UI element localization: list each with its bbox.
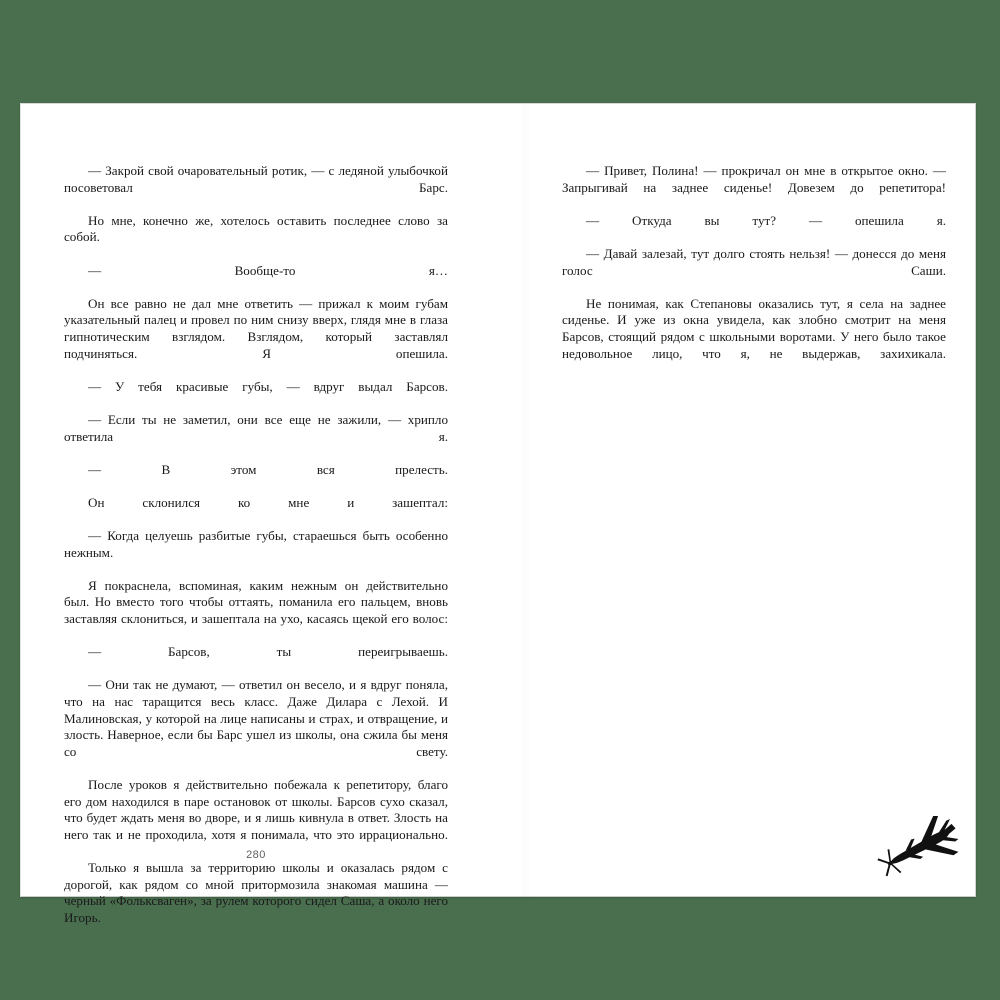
paragraph: Он все равно не дал мне ответить — прижал к моим губам указательный палец и провел по ним снизу вверх, глядя мне в глаза гипнотическим взглядом. Взглядом, который заставлял подчиняться. Я опешила. [64,295,448,361]
paragraph: Не понимая, как Степановы оказались тут, я села на заднее сиденье. И уже из окна увидела, как злобно смотрит на меня Барсов, стоящий рядом с школьными воротами. У него было такое недовольное лицо, что я, не выдержав, захихикала. [562,295,946,361]
paragraph: Только я вышла за территорию школы и оказалась рядом с дорогой, как рядом со мной притормозила знакомая машина — черный «Фольксваген», за рулем которого сидел Саша, а около него Игорь. [64,859,448,925]
paragraph: — Закрой свой очаровательный ротик, — с ледяной улыбочкой посоветовал Барс. [64,163,448,195]
paragraph: — Барсов, ты переигрываешь. [88,644,448,660]
paragraph: — У тебя красивые губы, — вдруг выдал Барсов. [88,378,448,394]
left-text-column [64,163,448,943]
paragraph: — В этом вся прелесть. [88,461,448,477]
right-text-column [562,163,946,379]
paragraph: Я покраснела, вспоминая, каким нежным он действительно был. Но вместо того чтобы оттаять, поманила его пальцем, вновь заставляя склониться, и зашептала на ухо, касаясь щекой его волос: [64,577,448,627]
paragraph: — Давай залезай, тут долго стоять нельзя! — донесся до меня голос Саши. [562,245,946,278]
book-page-sheet [20,103,976,925]
paragraph: — Вообще-то я… [88,262,448,278]
paragraph: — Они так не думают, — ответил он весело, и я вдруг поняла, что на нас таращится весь класс. Даже Дилара с Лехой. И Малиновская, у которой на лице написаны и страх, и отвращение, и злость. Наверное, если бы Барс ушел из школы, она сжила бы меня со свету. [64,677,448,759]
paragraph: — Откуда вы тут? — опешила я. [586,212,946,228]
paragraph: Но мне, конечно же, хотелось оставить последнее слово за собой. [64,212,448,245]
page-text-body [21,104,977,925]
paragraph: — Привет, Полина! — прокричал он мне в открытое окно. — Запрыгивай на заднее сиденье! Довезем до репетитора! [562,163,946,195]
paragraph: После уроков я действительно побежала к репетитору, благо его дом находился в паре остановок от школы. Барсов сухо сказал, что будет ждать меня во дворе, и я лишь кивнула в ответ. Злость на него так и не проходила, хотя я понимала, что это иррационально. [64,776,448,842]
page-number: 280 [246,849,266,861]
paragraph: — Если ты не заметил, они все еще не зажили, — хрипло ответила я. [64,411,448,444]
airplane-icon [876,816,962,880]
paragraph: — Когда целуешь разбитые губы, стараешься быть особенно нежным. [64,528,448,560]
paragraph: Он склонился ко мне и зашептал: [88,494,448,510]
